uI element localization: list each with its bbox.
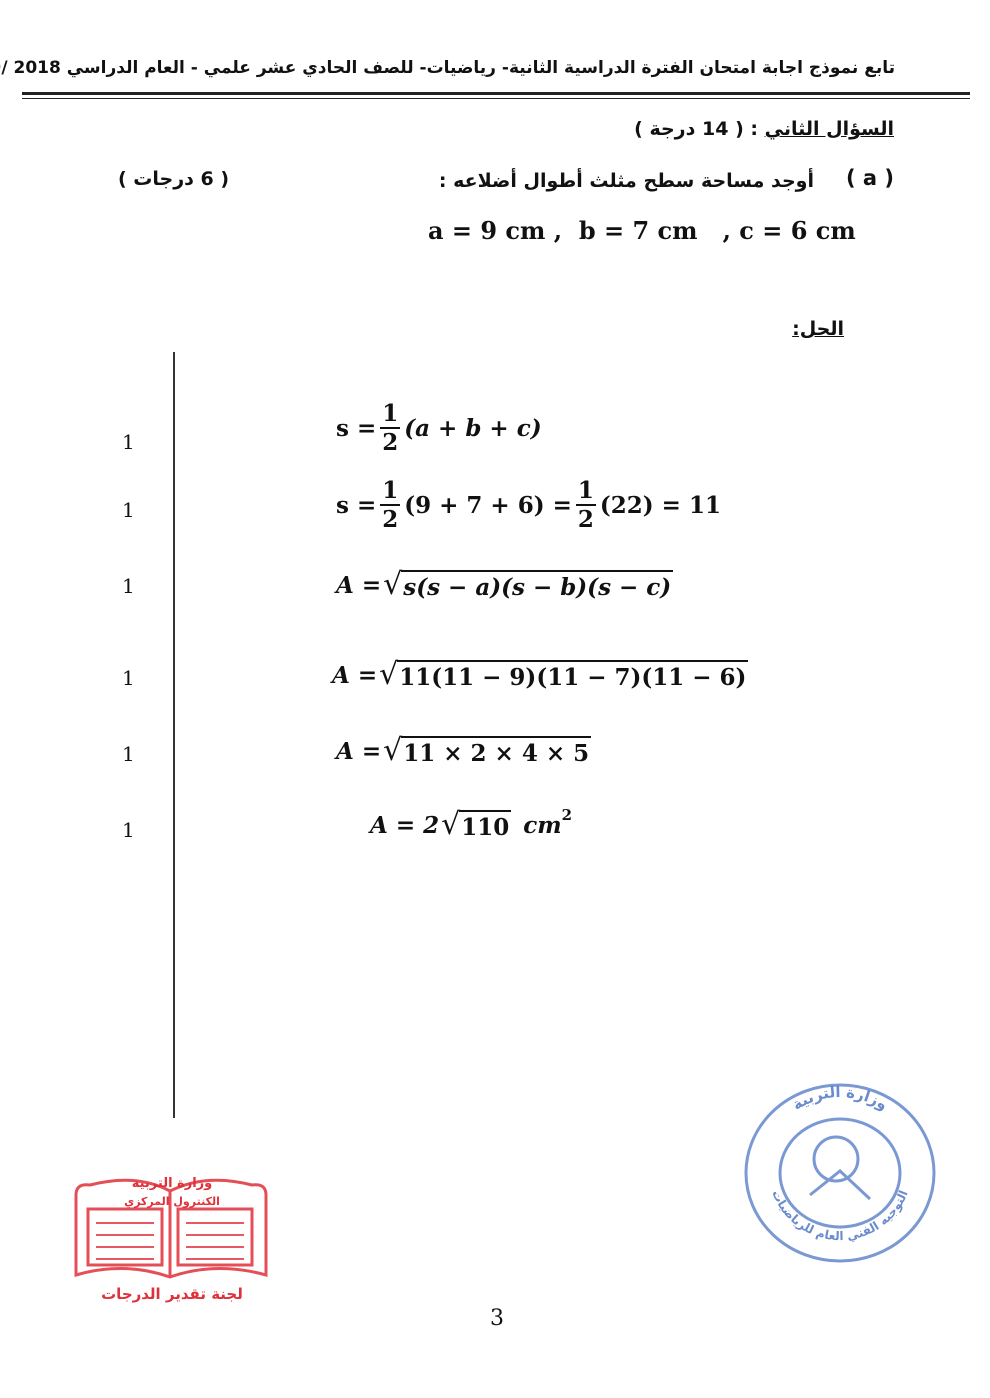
area-unit-exponent: 2 <box>561 806 573 824</box>
radicand: 110 <box>459 810 511 841</box>
eq-rest: (22) = 11 <box>599 491 721 519</box>
eq-rest: (a + b + c) <box>404 414 542 442</box>
step-mark: 1 <box>122 430 135 454</box>
equation-semi-perimeter-value <box>336 479 721 531</box>
area-unit: cm <box>523 812 562 839</box>
step-mark: 1 <box>122 818 135 842</box>
equation-heron-substituted <box>332 657 748 692</box>
ministry-seal-stamp <box>740 1075 940 1265</box>
radicand: 11(11 − 9)(11 − 7)(11 − 6) <box>397 660 748 691</box>
marks-divider <box>173 352 175 1118</box>
header-rule-thick <box>22 92 970 95</box>
question-title-text: السؤال الثاني <box>764 118 894 140</box>
frac-den: 2 <box>382 429 399 456</box>
eq-mid: (9 + 7 + 6) = <box>404 491 572 519</box>
page-number: 3 <box>490 1306 504 1331</box>
part-prompt: أوجد مساحة سطح مثلث أطوال أضلاعه : <box>438 170 814 192</box>
header-rule-thin <box>22 98 970 99</box>
radical-sign-icon: √ <box>383 733 403 768</box>
stamp-text: الكنترول المركزي <box>124 1195 220 1208</box>
step-mark: 1 <box>122 742 135 766</box>
stamp-text: وزارة التربية <box>131 1176 213 1191</box>
solution-label: الحل: <box>792 318 844 340</box>
square-root <box>383 567 673 602</box>
frac-den: 2 <box>382 506 399 533</box>
eq-lhs: A = 2 <box>370 812 440 839</box>
eq-lhs: s = <box>336 491 377 519</box>
question-marks: ( 14 درجة ) <box>634 118 744 140</box>
given-sides: a = 9 cm , b = 7 cm , c = 6 cm <box>428 216 856 245</box>
question-colon: : <box>743 118 765 140</box>
radicand: s(s − a)(s − b)(s − c) <box>401 570 673 601</box>
square-root <box>441 807 511 842</box>
square-root <box>379 657 748 692</box>
square-root <box>383 733 591 768</box>
equation-semi-perimeter <box>336 402 542 454</box>
frac-num: 1 <box>577 477 594 504</box>
equation-heron-formula <box>336 567 673 602</box>
frac-num: 1 <box>382 477 399 504</box>
fraction <box>380 479 400 531</box>
radical-sign-icon: √ <box>383 567 403 602</box>
fraction <box>380 402 400 454</box>
step-mark: 1 <box>122 498 135 522</box>
frac-num: 1 <box>382 400 399 427</box>
radical-sign-icon: √ <box>441 807 461 842</box>
part-label: ( a ) <box>846 166 894 190</box>
radical-sign-icon: √ <box>379 657 399 692</box>
step-mark: 1 <box>122 666 135 690</box>
stamp-text: لجنة تقدير الدرجات <box>101 1285 243 1303</box>
grading-committee-stamp <box>66 1165 278 1305</box>
part-marks: ( 6 درجات ) <box>118 168 230 190</box>
fraction <box>576 479 596 531</box>
question-title <box>634 118 894 140</box>
exam-header: تابع نموذج اجابة امتحان الفترة الدراسية الثانية- رياضيات- للصف الحادي عشر علمي - العام الدراسي 2018 / <box>1 58 895 78</box>
frac-den: 2 <box>577 506 594 533</box>
eq-lhs: s = <box>336 414 377 442</box>
eq-lhs: A = <box>332 662 378 689</box>
radicand: 11 × 2 × 4 × 5 <box>401 736 591 767</box>
eq-lhs: A = <box>336 572 382 599</box>
eq-lhs: A = <box>336 738 382 765</box>
step-mark: 1 <box>122 574 135 598</box>
stamp-text: التوجيه الفني العام للرياضيات <box>769 1187 911 1244</box>
stamp-text: وزارة التربية <box>788 1082 892 1114</box>
equation-final-area <box>370 806 573 842</box>
equation-heron-simplified <box>336 733 591 768</box>
